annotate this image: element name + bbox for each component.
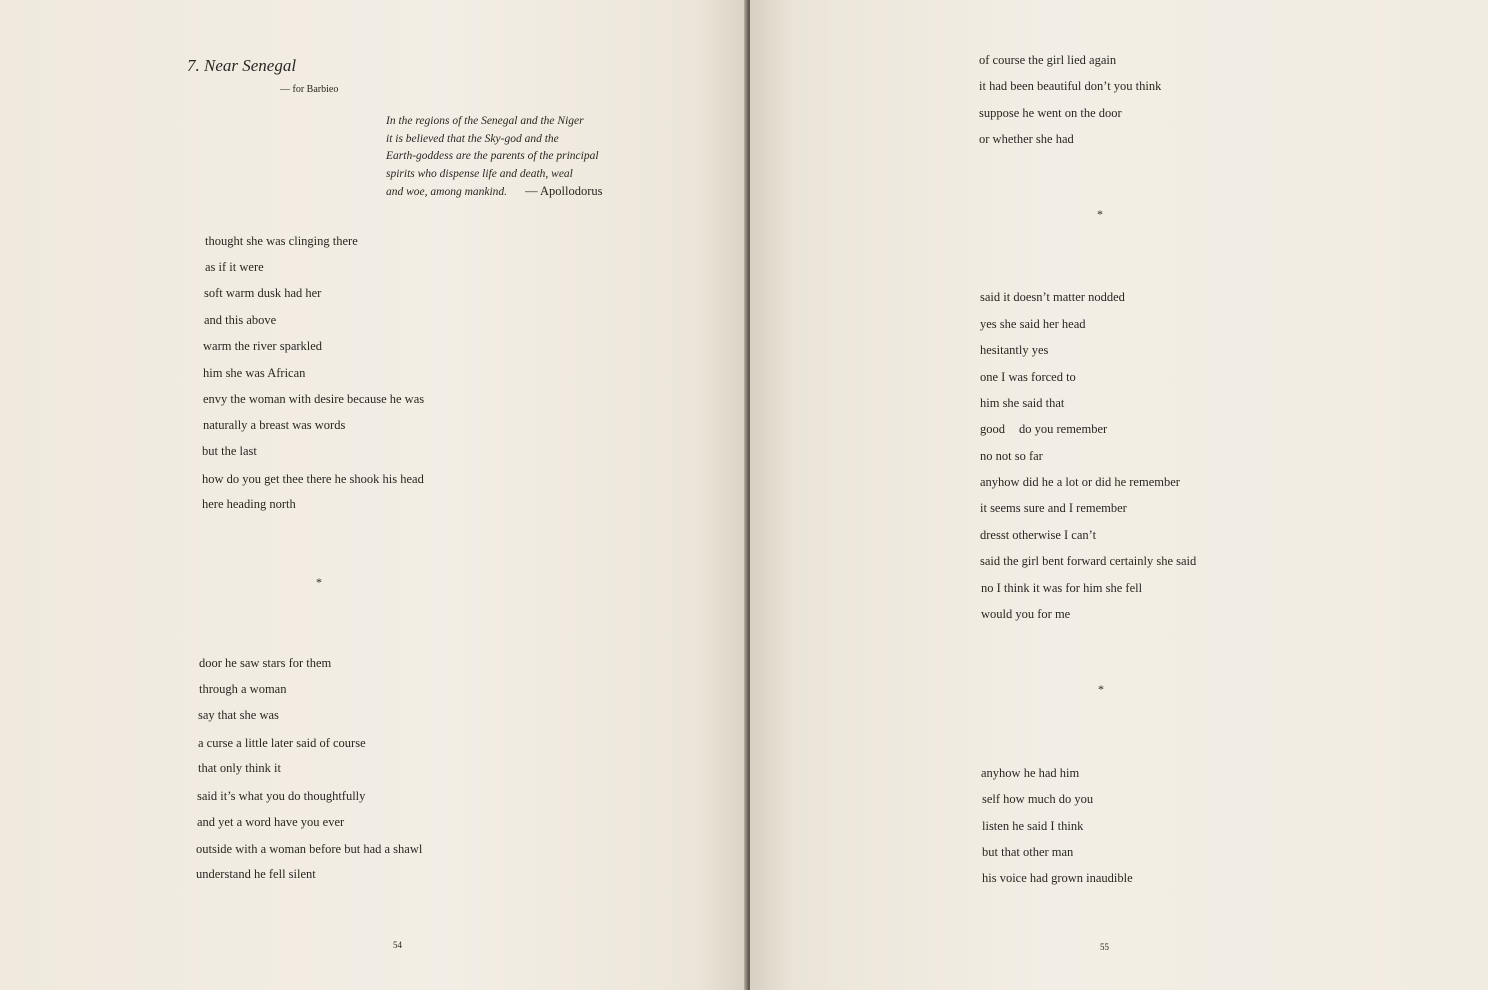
- poem-line: here heading north: [202, 497, 296, 511]
- poem-line: but the last: [202, 444, 257, 458]
- poem-line: said it’s what you do thoughtfully: [197, 789, 366, 803]
- poem-line: said the girl bent forward certainly she said: [980, 554, 1197, 568]
- epigraph-line: and woe, among mankind. — Apollodorus: [386, 184, 603, 199]
- epigraph-line: it is believed that the Sky-god and the: [386, 132, 559, 145]
- section-separator: *: [316, 575, 322, 589]
- poem-line: yes she said her head: [980, 317, 1086, 331]
- poem-line: no not so far: [980, 449, 1043, 463]
- poem-line: understand he fell silent: [196, 867, 316, 881]
- dedication: — for Barbieo: [280, 84, 339, 95]
- poem-line: his voice had grown inaudible: [982, 871, 1133, 885]
- poem-line: suppose he went on the door: [979, 106, 1122, 120]
- section-separator: *: [1097, 207, 1103, 221]
- poem-line: dresst otherwise I can’t: [980, 528, 1097, 542]
- poem-line: or whether she had: [979, 132, 1074, 146]
- page-number: 54: [393, 940, 402, 950]
- poem-line: him she said that: [980, 396, 1065, 410]
- poem-line: but that other man: [982, 845, 1074, 859]
- right-page: [750, 0, 1488, 990]
- poem-line: say that she was: [198, 708, 279, 722]
- poem-line: one I was forced to: [980, 370, 1076, 384]
- epigraph-line: spirits who dispense life and death, weal: [386, 167, 573, 180]
- poem-line: good do you remember: [980, 422, 1108, 436]
- poem-line: of course the girl lied again: [979, 53, 1117, 67]
- poem-line: soft warm dusk had her: [204, 286, 322, 300]
- epigraph-line: Earth-goddess are the parents of the principal: [386, 150, 599, 163]
- poem-line: and yet a word have you ever: [197, 815, 345, 829]
- poem-line: as if it were: [205, 260, 264, 274]
- poem-line: a curse a little later said of course: [198, 736, 366, 750]
- poem-line: him she was African: [203, 366, 306, 380]
- epigraph-attribution: — Apollodorus: [525, 184, 603, 199]
- epigraph: [386, 113, 646, 202]
- poem-line: it seems sure and I remember: [980, 501, 1127, 515]
- poem-line: door he saw stars for them: [199, 656, 332, 670]
- section-separator: *: [1098, 682, 1104, 696]
- poem-line: hesitantly yes: [980, 343, 1049, 357]
- poem-line: listen he said I think: [982, 819, 1084, 833]
- poem-line: anyhow did he a lot or did he remember: [980, 475, 1180, 489]
- poem-line: that only think it: [198, 761, 281, 775]
- poem-line: no I think it was for him she fell: [981, 581, 1143, 595]
- poem-line: thought she was clinging there: [205, 234, 358, 248]
- poem-line: outside with a woman before but had a shawl: [196, 842, 423, 856]
- poem-line: warm the river sparkled: [203, 339, 323, 353]
- poem-title: 7. Near Senegal: [187, 56, 297, 75]
- poem-line: naturally a breast was words: [203, 418, 346, 432]
- poem-line: and this above: [204, 313, 277, 327]
- poem-line: said it doesn’t matter nodded: [980, 290, 1125, 304]
- poem-line: envy the woman with desire because he was: [203, 392, 425, 406]
- poem-line: how do you get thee there he shook his head: [202, 472, 424, 486]
- poem-line: self how much do you: [982, 792, 1094, 806]
- poem-line: through a woman: [199, 682, 287, 696]
- poem-line: anyhow he had him: [981, 766, 1080, 780]
- page-number: 55: [1100, 942, 1109, 952]
- epigraph-line: In the regions of the Senegal and the Niger: [386, 115, 584, 127]
- poem-line: would you for me: [981, 607, 1071, 621]
- poem-line: it had been beautiful don’t you think: [979, 79, 1162, 93]
